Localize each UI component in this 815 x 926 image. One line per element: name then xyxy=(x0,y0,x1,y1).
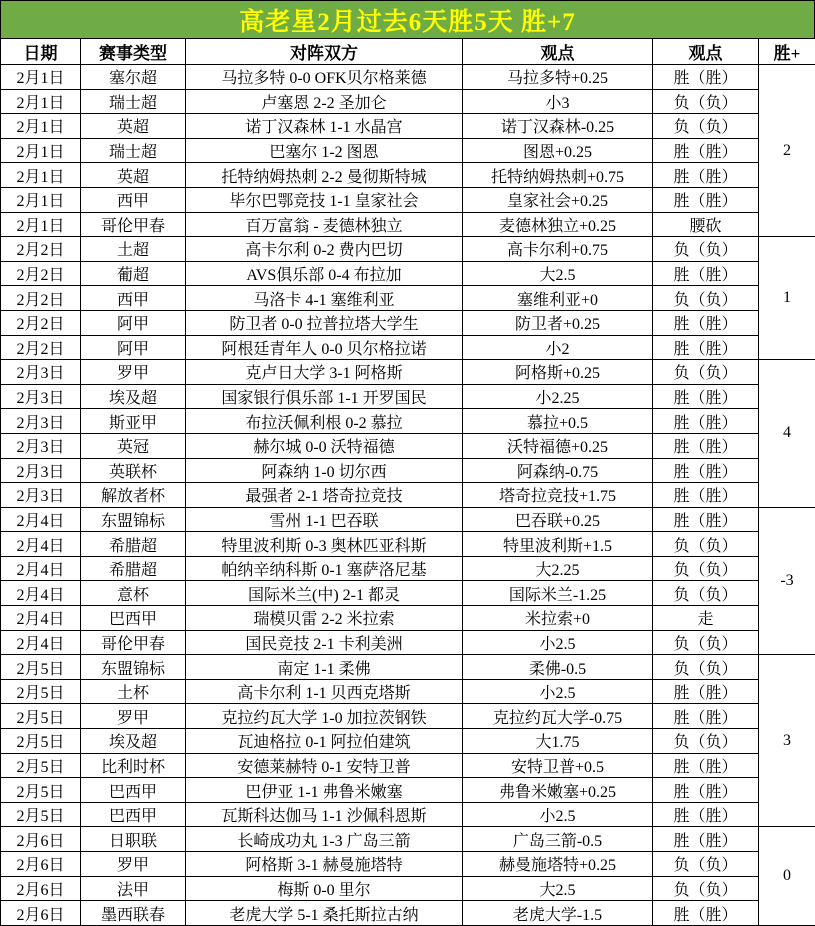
table-row xyxy=(1,655,815,680)
league-cell: 土杯 xyxy=(81,679,186,704)
table-row xyxy=(1,556,815,581)
result-cell: 胜（胜） xyxy=(653,187,759,212)
league-cell: 英超 xyxy=(81,163,186,188)
match-cell: 梅斯 0-0 里尔 xyxy=(186,876,463,901)
table-row xyxy=(1,458,815,483)
table-row xyxy=(1,827,815,852)
date-cell: 2月3日 xyxy=(1,433,81,458)
table-row xyxy=(1,729,815,754)
match-cell: 国民竞技 2-1 卡利美洲 xyxy=(186,630,463,655)
date-cell: 2月5日 xyxy=(1,753,81,778)
table-row xyxy=(1,581,815,606)
pick-cell: 小3 xyxy=(463,89,653,114)
pick-cell: 大2.5 xyxy=(463,876,653,901)
league-cell: 希腊超 xyxy=(81,556,186,581)
pick-cell: 小2.5 xyxy=(463,630,653,655)
date-cell: 2月5日 xyxy=(1,704,81,729)
result-cell: 胜（胜） xyxy=(653,409,759,434)
header-date: 日期 xyxy=(1,39,81,65)
league-cell: 哥伦甲春 xyxy=(81,630,186,655)
pick-cell: 诺丁汉森林-0.25 xyxy=(463,114,653,139)
date-cell: 2月3日 xyxy=(1,458,81,483)
result-cell: 胜（胜） xyxy=(653,433,759,458)
table-row xyxy=(1,433,815,458)
table-row xyxy=(1,876,815,901)
winplus-cell: -3 xyxy=(759,507,815,655)
date-cell: 2月5日 xyxy=(1,802,81,827)
pick-cell: 托特纳姆热刺+0.75 xyxy=(463,163,653,188)
match-cell: 巴塞尔 1-2 图恩 xyxy=(186,138,463,163)
result-cell: 胜（胜） xyxy=(653,679,759,704)
date-cell: 2月4日 xyxy=(1,581,81,606)
pick-cell: 特里波利斯+1.5 xyxy=(463,532,653,557)
league-cell: 埃及超 xyxy=(81,729,186,754)
pick-cell: 柔佛-0.5 xyxy=(463,655,653,680)
result-cell: 胜（胜） xyxy=(653,507,759,532)
result-cell: 胜（胜） xyxy=(653,901,759,926)
league-cell: 瑞士超 xyxy=(81,89,186,114)
result-cell: 负（负） xyxy=(653,556,759,581)
header-result: 观点 xyxy=(653,39,759,65)
league-cell: 巴西甲 xyxy=(81,802,186,827)
match-cell: 诺丁汉森林 1-1 水晶宫 xyxy=(186,114,463,139)
winplus-cell: 0 xyxy=(759,827,815,926)
pick-cell: 小2.5 xyxy=(463,679,653,704)
pick-cell: 阿格斯+0.25 xyxy=(463,360,653,385)
date-cell: 2月1日 xyxy=(1,138,81,163)
match-cell: 阿森纳 1-0 切尔西 xyxy=(186,458,463,483)
league-cell: 墨西联春 xyxy=(81,901,186,926)
match-cell: 特里波利斯 0-3 奥林匹亚科斯 xyxy=(186,532,463,557)
result-cell: 负（负） xyxy=(653,630,759,655)
pick-cell: 塞维利亚+0 xyxy=(463,286,653,311)
date-cell: 2月5日 xyxy=(1,778,81,803)
pick-cell: 小2 xyxy=(463,335,653,360)
date-cell: 2月6日 xyxy=(1,827,81,852)
result-cell: 负（负） xyxy=(653,581,759,606)
date-cell: 2月1日 xyxy=(1,65,81,90)
league-cell: 斯亚甲 xyxy=(81,409,186,434)
pick-cell: 小2.25 xyxy=(463,384,653,409)
table-row xyxy=(1,310,815,335)
league-cell: 英超 xyxy=(81,114,186,139)
league-cell: 罗甲 xyxy=(81,704,186,729)
match-cell: 马洛卡 4-1 塞维利亚 xyxy=(186,286,463,311)
table-row xyxy=(1,384,815,409)
header-league: 赛事类型 xyxy=(81,39,186,65)
match-cell: 赫尔城 0-0 沃特福德 xyxy=(186,433,463,458)
match-cell: 毕尔巴鄂竞技 1-1 皇家社会 xyxy=(186,187,463,212)
league-cell: 瑞士超 xyxy=(81,138,186,163)
table-row xyxy=(1,360,815,385)
league-cell: 英联杯 xyxy=(81,458,186,483)
league-cell: 阿甲 xyxy=(81,335,186,360)
pick-cell: 广岛三箭-0.5 xyxy=(463,827,653,852)
pick-cell: 米拉索+0 xyxy=(463,606,653,631)
league-cell: 葡超 xyxy=(81,261,186,286)
pick-cell: 安特卫普+0.5 xyxy=(463,753,653,778)
table-row xyxy=(1,532,815,557)
match-cell: 克拉约瓦大学 1-0 加拉茨钢铁 xyxy=(186,704,463,729)
date-cell: 2月3日 xyxy=(1,483,81,508)
page-title: 高老星2月过去6天胜5天 胜+7 xyxy=(0,0,815,38)
date-cell: 2月5日 xyxy=(1,655,81,680)
league-cell: 东盟锦标 xyxy=(81,507,186,532)
match-cell: 百万富翁 - 麦德林独立 xyxy=(186,212,463,237)
league-cell: 巴西甲 xyxy=(81,606,186,631)
pick-cell: 高卡尔利+0.75 xyxy=(463,237,653,262)
result-cell: 胜（胜） xyxy=(653,335,759,360)
date-cell: 2月4日 xyxy=(1,630,81,655)
table-row xyxy=(1,163,815,188)
match-cell: 卢塞恩 2-2 圣加仑 xyxy=(186,89,463,114)
result-cell: 负（负） xyxy=(653,286,759,311)
pick-cell: 麦德林独立+0.25 xyxy=(463,212,653,237)
match-cell: 最强者 2-1 塔奇拉竞技 xyxy=(186,483,463,508)
result-cell: 负（负） xyxy=(653,876,759,901)
result-cell: 负（负） xyxy=(653,852,759,877)
date-cell: 2月5日 xyxy=(1,679,81,704)
league-cell: 埃及超 xyxy=(81,384,186,409)
result-cell: 负（负） xyxy=(653,89,759,114)
league-cell: 罗甲 xyxy=(81,852,186,877)
header-match: 对阵双方 xyxy=(186,39,463,65)
table-row xyxy=(1,138,815,163)
date-cell: 2月2日 xyxy=(1,310,81,335)
pick-cell: 大1.75 xyxy=(463,729,653,754)
pick-cell: 阿森纳-0.75 xyxy=(463,458,653,483)
league-cell: 土超 xyxy=(81,237,186,262)
pick-cell: 慕拉+0.5 xyxy=(463,409,653,434)
result-cell: 负（负） xyxy=(653,729,759,754)
match-cell: 布拉沃佩利根 0-2 慕拉 xyxy=(186,409,463,434)
pick-cell: 大2.5 xyxy=(463,261,653,286)
match-cell: 高卡尔利 1-1 贝西克塔斯 xyxy=(186,679,463,704)
header-pick: 观点 xyxy=(463,39,653,65)
table-row xyxy=(1,852,815,877)
match-cell: 帕纳辛纳科斯 0-1 塞萨洛尼基 xyxy=(186,556,463,581)
result-cell: 胜（胜） xyxy=(653,753,759,778)
league-cell: 希腊超 xyxy=(81,532,186,557)
match-cell: 国家银行俱乐部 1-1 开罗国民 xyxy=(186,384,463,409)
table-row xyxy=(1,335,815,360)
result-cell: 胜（胜） xyxy=(653,65,759,90)
league-cell: 比利时杯 xyxy=(81,753,186,778)
table-row xyxy=(1,483,815,508)
match-cell: 瓦斯科达伽马 1-1 沙佩科恩斯 xyxy=(186,802,463,827)
date-cell: 2月6日 xyxy=(1,852,81,877)
date-cell: 2月4日 xyxy=(1,532,81,557)
match-cell: 巴伊亚 1-1 弗鲁米嫩塞 xyxy=(186,778,463,803)
date-cell: 2月3日 xyxy=(1,384,81,409)
pick-cell: 防卫者+0.25 xyxy=(463,310,653,335)
table-row xyxy=(1,114,815,139)
result-cell: 负（负） xyxy=(653,655,759,680)
header-row xyxy=(1,39,815,65)
date-cell: 2月2日 xyxy=(1,286,81,311)
table-row xyxy=(1,65,815,90)
league-cell: 日职联 xyxy=(81,827,186,852)
league-cell: 哥伦甲春 xyxy=(81,212,186,237)
pick-cell: 大2.25 xyxy=(463,556,653,581)
date-cell: 2月3日 xyxy=(1,360,81,385)
league-cell: 塞尔超 xyxy=(81,65,186,90)
header-winplus: 胜+ xyxy=(759,39,815,65)
table-row xyxy=(1,901,815,926)
match-cell: 国际米兰(中) 2-1 都灵 xyxy=(186,581,463,606)
league-cell: 法甲 xyxy=(81,876,186,901)
date-cell: 2月1日 xyxy=(1,187,81,212)
table-row xyxy=(1,89,815,114)
table-row xyxy=(1,237,815,262)
league-cell: 巴西甲 xyxy=(81,778,186,803)
match-cell: 托特纳姆热刺 2-2 曼彻斯特城 xyxy=(186,163,463,188)
winplus-cell: 3 xyxy=(759,655,815,827)
table-row xyxy=(1,802,815,827)
result-cell: 胜（胜） xyxy=(653,310,759,335)
match-cell: 克卢日大学 3-1 阿格斯 xyxy=(186,360,463,385)
result-cell: 腰砍 xyxy=(653,212,759,237)
table-row xyxy=(1,507,815,532)
match-cell: 瑞模贝雷 2-2 米拉索 xyxy=(186,606,463,631)
pick-cell: 马拉多特+0.25 xyxy=(463,65,653,90)
result-cell: 负（负） xyxy=(653,237,759,262)
date-cell: 2月6日 xyxy=(1,876,81,901)
date-cell: 2月1日 xyxy=(1,212,81,237)
date-cell: 2月3日 xyxy=(1,409,81,434)
result-cell: 胜（胜） xyxy=(653,138,759,163)
league-cell: 东盟锦标 xyxy=(81,655,186,680)
date-cell: 2月5日 xyxy=(1,729,81,754)
result-cell: 胜（胜） xyxy=(653,704,759,729)
results-table xyxy=(0,38,815,926)
league-cell: 西甲 xyxy=(81,187,186,212)
match-cell: 防卫者 0-0 拉普拉塔大学生 xyxy=(186,310,463,335)
date-cell: 2月4日 xyxy=(1,507,81,532)
result-cell: 负（负） xyxy=(653,532,759,557)
league-cell: 英冠 xyxy=(81,433,186,458)
league-cell: 罗甲 xyxy=(81,360,186,385)
pick-cell: 弗鲁米嫩塞+0.25 xyxy=(463,778,653,803)
table-row xyxy=(1,704,815,729)
match-cell: 南定 1-1 柔佛 xyxy=(186,655,463,680)
match-cell: 阿根廷青年人 0-0 贝尔格拉诺 xyxy=(186,335,463,360)
result-cell: 胜（胜） xyxy=(653,483,759,508)
date-cell: 2月2日 xyxy=(1,237,81,262)
league-cell: 阿甲 xyxy=(81,310,186,335)
winplus-cell: 1 xyxy=(759,237,815,360)
pick-cell: 巴吞联+0.25 xyxy=(463,507,653,532)
date-cell: 2月1日 xyxy=(1,163,81,188)
table-row xyxy=(1,261,815,286)
league-cell: 意杯 xyxy=(81,581,186,606)
result-cell: 负（负） xyxy=(653,114,759,139)
result-cell: 负（负） xyxy=(653,360,759,385)
table-row xyxy=(1,212,815,237)
pick-cell: 小2.5 xyxy=(463,802,653,827)
result-cell: 胜（胜） xyxy=(653,827,759,852)
result-cell: 胜（胜） xyxy=(653,778,759,803)
pick-cell: 沃特福德+0.25 xyxy=(463,433,653,458)
match-cell: 马拉多特 0-0 OFK贝尔格莱德 xyxy=(186,65,463,90)
league-cell: 解放者杯 xyxy=(81,483,186,508)
match-cell: 雪州 1-1 巴吞联 xyxy=(186,507,463,532)
pick-cell: 赫曼施塔特+0.25 xyxy=(463,852,653,877)
league-cell: 西甲 xyxy=(81,286,186,311)
result-cell: 胜（胜） xyxy=(653,163,759,188)
match-cell: 高卡尔利 0-2 费内巴切 xyxy=(186,237,463,262)
table-row xyxy=(1,187,815,212)
table-row xyxy=(1,679,815,704)
result-cell: 走 xyxy=(653,606,759,631)
table-row xyxy=(1,630,815,655)
result-cell: 胜（胜） xyxy=(653,261,759,286)
match-cell: 瓦迪格拉 0-1 阿拉伯建筑 xyxy=(186,729,463,754)
pick-cell: 国际米兰-1.25 xyxy=(463,581,653,606)
pick-cell: 图恩+0.25 xyxy=(463,138,653,163)
table-row xyxy=(1,286,815,311)
match-cell: 安德莱赫特 0-1 安特卫普 xyxy=(186,753,463,778)
date-cell: 2月4日 xyxy=(1,556,81,581)
result-cell: 胜（胜） xyxy=(653,384,759,409)
pick-cell: 老虎大学-1.5 xyxy=(463,901,653,926)
result-cell: 胜（胜） xyxy=(653,802,759,827)
match-cell: 长崎成功丸 1-3 广岛三箭 xyxy=(186,827,463,852)
date-cell: 2月1日 xyxy=(1,114,81,139)
match-cell: 阿格斯 3-1 赫曼施塔特 xyxy=(186,852,463,877)
table-row xyxy=(1,606,815,631)
table-row xyxy=(1,778,815,803)
pick-cell: 塔奇拉竞技+1.75 xyxy=(463,483,653,508)
match-cell: AVS俱乐部 0-4 布拉加 xyxy=(186,261,463,286)
match-cell: 老虎大学 5-1 桑托斯拉古纳 xyxy=(186,901,463,926)
table-row xyxy=(1,409,815,434)
date-cell: 2月2日 xyxy=(1,335,81,360)
winplus-cell: 2 xyxy=(759,65,815,237)
date-cell: 2月1日 xyxy=(1,89,81,114)
table-row xyxy=(1,753,815,778)
date-cell: 2月6日 xyxy=(1,901,81,926)
date-cell: 2月4日 xyxy=(1,606,81,631)
pick-cell: 皇家社会+0.25 xyxy=(463,187,653,212)
date-cell: 2月2日 xyxy=(1,261,81,286)
result-cell: 胜（胜） xyxy=(653,458,759,483)
pick-cell: 克拉约瓦大学-0.75 xyxy=(463,704,653,729)
table-body xyxy=(1,65,815,926)
winplus-cell: 4 xyxy=(759,360,815,508)
